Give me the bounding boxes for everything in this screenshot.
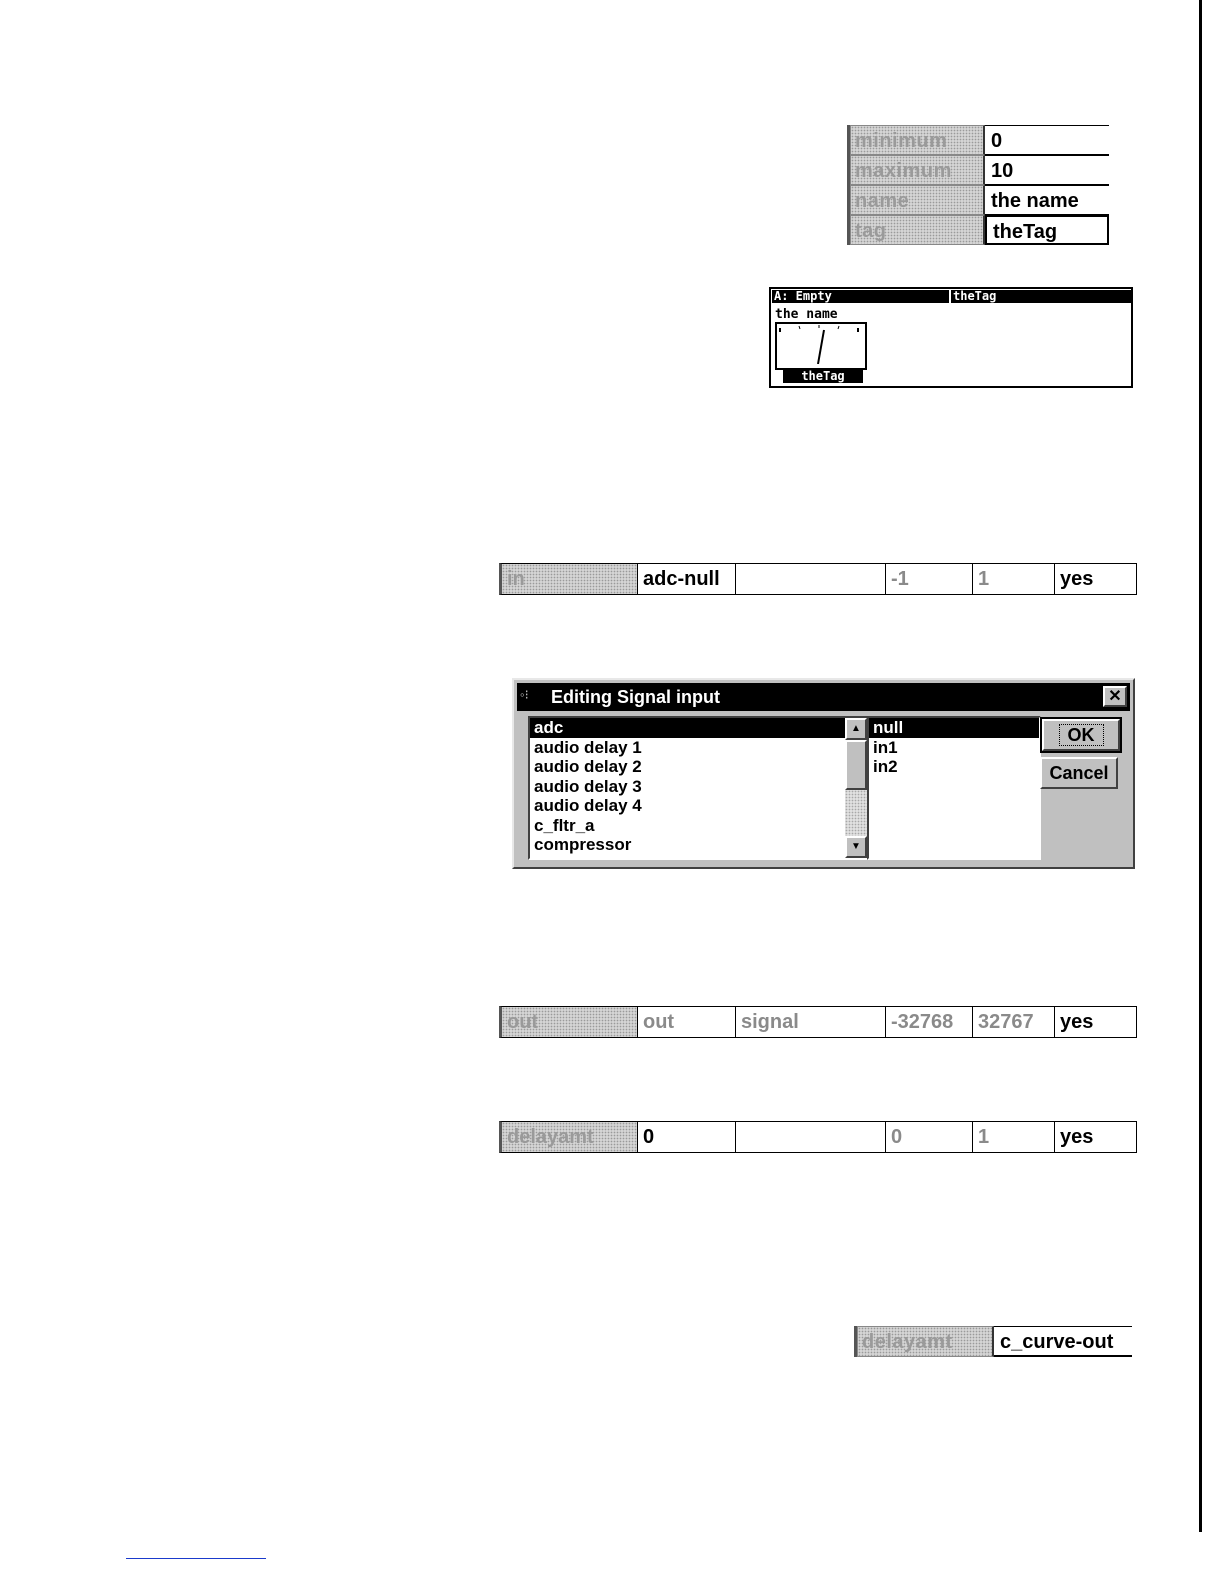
footnote-rule [126,1558,266,1559]
property-label: name [850,185,985,215]
list-item[interactable]: c_fltr_a [534,815,595,835]
cancel-button[interactable]: Cancel [1040,757,1118,789]
list-item[interactable]: adc [530,718,845,738]
property-row-minimum[interactable] [850,125,1109,155]
source-scrollbar[interactable] [845,718,867,858]
output-listbox[interactable] [867,716,1041,860]
property-row-maximum[interactable] [850,155,1109,185]
link-row[interactable] [854,1326,1132,1357]
dialog-titlebar[interactable] [517,683,1130,711]
param-type-cell [736,1122,886,1152]
param-enabled-cell[interactable]: yes [1060,1126,1094,1148]
meter-preview-panel [769,287,1133,388]
preview-header-left: A: Empty [772,290,949,303]
parameter-row-out[interactable] [499,1006,1137,1038]
scroll-up-arrow-icon[interactable]: ▲ [845,718,867,740]
scroll-thumb[interactable] [845,740,867,790]
ok-button-label: OK [1059,724,1104,746]
ok-button[interactable] [1042,719,1120,751]
parameter-row-delayamt[interactable] [499,1121,1137,1153]
meter-gauge-icon [775,322,867,370]
editing-signal-input-dialog [512,678,1135,869]
property-value-field[interactable]: theTag [985,215,1109,245]
property-table [847,125,1109,245]
list-item[interactable]: null [869,718,1039,738]
property-value-field[interactable]: 10 [985,155,1109,185]
list-item[interactable]: audio delay 4 [534,796,642,815]
preview-name-label: the name [775,307,838,322]
param-min-cell: 0 [886,1122,973,1152]
preview-tag-label: theTag [783,369,863,383]
link-label: delayamt [857,1326,994,1357]
list-item[interactable]: audio delay 2 [534,757,642,776]
list-item[interactable]: audio delay 1 [534,737,642,757]
property-value-field[interactable]: 0 [985,125,1109,155]
property-label: tag [850,215,985,245]
list-item[interactable]: in1 [873,737,898,757]
property-label: minimum [850,125,985,155]
property-row-tag[interactable] [850,215,1109,245]
link-value-field[interactable]: c_curve-out [994,1326,1132,1357]
param-max-cell: 1 [973,1122,1055,1152]
parameter-row-in[interactable] [499,563,1137,595]
param-value-cell[interactable]: 0 [638,1122,736,1152]
source-listbox[interactable] [528,716,869,860]
param-name-cell: out [502,1007,638,1037]
property-row-name[interactable] [850,185,1109,215]
param-value-cell[interactable]: adc-null [638,564,736,594]
param-type-cell [736,564,886,594]
app-icon: ◦⁝ [520,687,529,702]
param-max-cell: 32767 [973,1007,1055,1037]
list-item[interactable]: in2 [873,757,898,776]
page-margin-rule [1199,0,1202,1532]
close-button[interactable]: ✕ [1103,686,1127,707]
dialog-title: Editing Signal input [551,687,720,707]
param-min-cell: -1 [886,564,973,594]
param-enabled-cell[interactable]: yes [1060,568,1094,590]
property-label: maximum [850,155,985,185]
param-type-cell: signal [736,1007,886,1037]
link-row-delayamt[interactable] [857,1326,1132,1357]
property-value-field[interactable]: the name [985,185,1109,215]
scroll-down-arrow-icon[interactable]: ▼ [845,836,867,858]
param-enabled-cell[interactable]: yes [1060,1011,1094,1033]
list-item[interactable]: audio delay 3 [534,776,642,796]
param-max-cell: 1 [973,564,1055,594]
param-min-cell: -32768 [886,1007,973,1037]
list-item[interactable]: compressor [534,835,632,854]
param-name-cell: in [502,564,638,594]
param-name-cell: delayamt [502,1122,638,1152]
preview-header-right: theTag [951,290,1131,303]
param-value-cell: out [638,1007,736,1037]
